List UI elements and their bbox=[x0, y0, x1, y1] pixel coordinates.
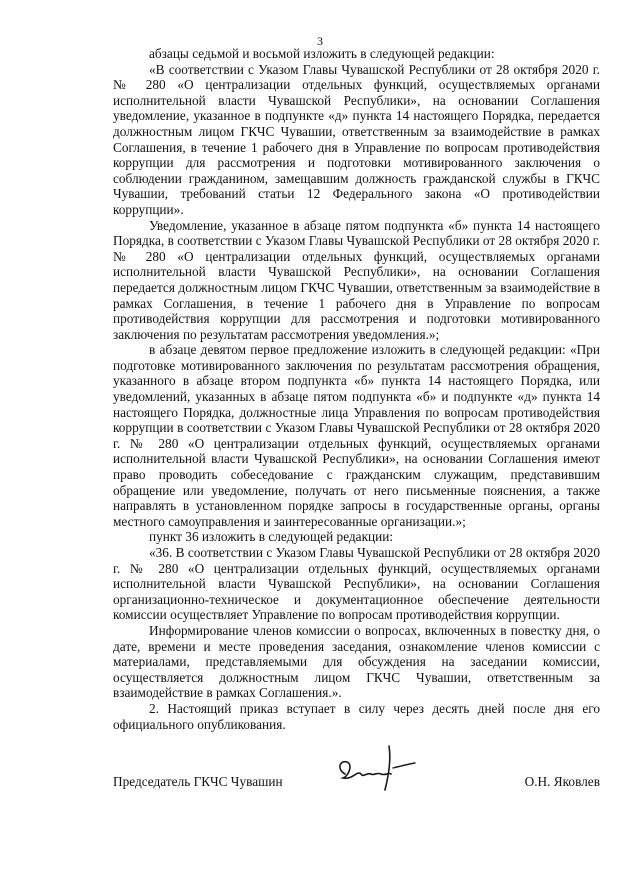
paragraph: пункт 36 изложить в следующей редакции: bbox=[149, 529, 394, 545]
page-number: 3 bbox=[317, 34, 323, 48]
paragraph: «36. В соответствии с Указом Главы Чувашской Республики от 28 октября 2020 г. № 280 «О централизации отдельных функций, осуществляемых органами исполнительной власти Чувашской Республики», на основании Соглашения организационно-техническое и документационное обеспечение деятельности комиссии осуществляет Управление по вопросам противодействия коррупции. bbox=[113, 545, 600, 623]
signatory-name: О.Н. Яковлев bbox=[524, 774, 600, 789]
paragraph: 2. Настоящий приказ вступает в силу через десять дней после дня его официального опубликования. bbox=[113, 700, 600, 732]
handwritten-signature bbox=[331, 740, 421, 796]
paragraph: в абзаце девятом первое предложение изложить в следующей редакции: «При подготовке мотивированного заключения по результатам рассмотрения обращения, указанного в абзаце втором подпункта «б» пункта 14 настоящего Порядка, или уведомлений, указанных в абзаце пятом подпункта «б» и подпункте «д» пункта 14 настоящего Порядка, должностные лица Управления по вопросам противодействия коррупции в соответствии с Указом Главы Чувашской Республики от 28 октября 2020 г. № 280 «О централизации отдельных функций, осуществляемых органами исполнительной власти Чувашской Республики», на основании Соглашения имеют право проводить собеседование с гражданским служащим, представившим обращение или уведомление, получать от него письменные пояснения, а также направлять в установленном порядке запросы в государственные органы, органы местного самоуправления и заинтересованные организации.»; bbox=[113, 342, 600, 529]
paragraph: Информирование членов комиссии о вопросах, включенных в повестку дня, о дате, времени и месте проведения заседания, ознакомление членов комиссии с материалами, представляемыми для обсуждения на заседании комиссии, осуществляется должностным лицом ГКЧС Чувашии, ответственным за взаимодействие в рамках Соглашения.». bbox=[113, 622, 600, 701]
paragraph: абзацы седьмой и восьмой изложить в следующей редакции: bbox=[149, 46, 495, 61]
signature-block bbox=[113, 762, 600, 802]
paragraph: Уведомление, указанное в абзаце пятом подпункта «б» пункта 14 настоящего Порядка, в соответствии с Указом Главы Чувашской Республики от 28 октября 2020 г. № 280 «О централизации отдельных функций, осуществляемых органами исполнительной власти Чувашской Республики», на основании Соглашения передается должностным лицом ГКЧС Чувашии, ответственным за взаимодействие в рамках Соглашения, в течение 1 рабочего дня в Управление по вопросам противодействия коррупции для рассмотрения и подготовки мотивированного заключения по результатам рассмотрения уведомления.»; bbox=[113, 217, 600, 342]
signatory-position: Председатель ГКЧС Чувашин bbox=[113, 774, 283, 789]
paragraph: «В соответствии с Указом Главы Чувашской Республики от 28 октября 2020 г. № 280 «О централизации отдельных функций, осуществляемых органами исполнительной власти Чувашской Республики», на основании Соглашения уведомление, указанное в подпункте «д» пункта 14 настоящего Порядка, передается должностным лицом ГКЧС Чувашии, ответственным за взаимодействие в рамках Соглашения, в течение 1 рабочего дня в Управление по вопросам противодействия коррупции для рассмотрения и подготовки мотивированного заключения о соблюдении гражданином, замещавшим должность гражданской службы в ГКЧС Чувашии, требований статьи 12 Федерального закона «О противодействии коррупции». bbox=[113, 61, 600, 217]
document-body bbox=[113, 46, 600, 732]
